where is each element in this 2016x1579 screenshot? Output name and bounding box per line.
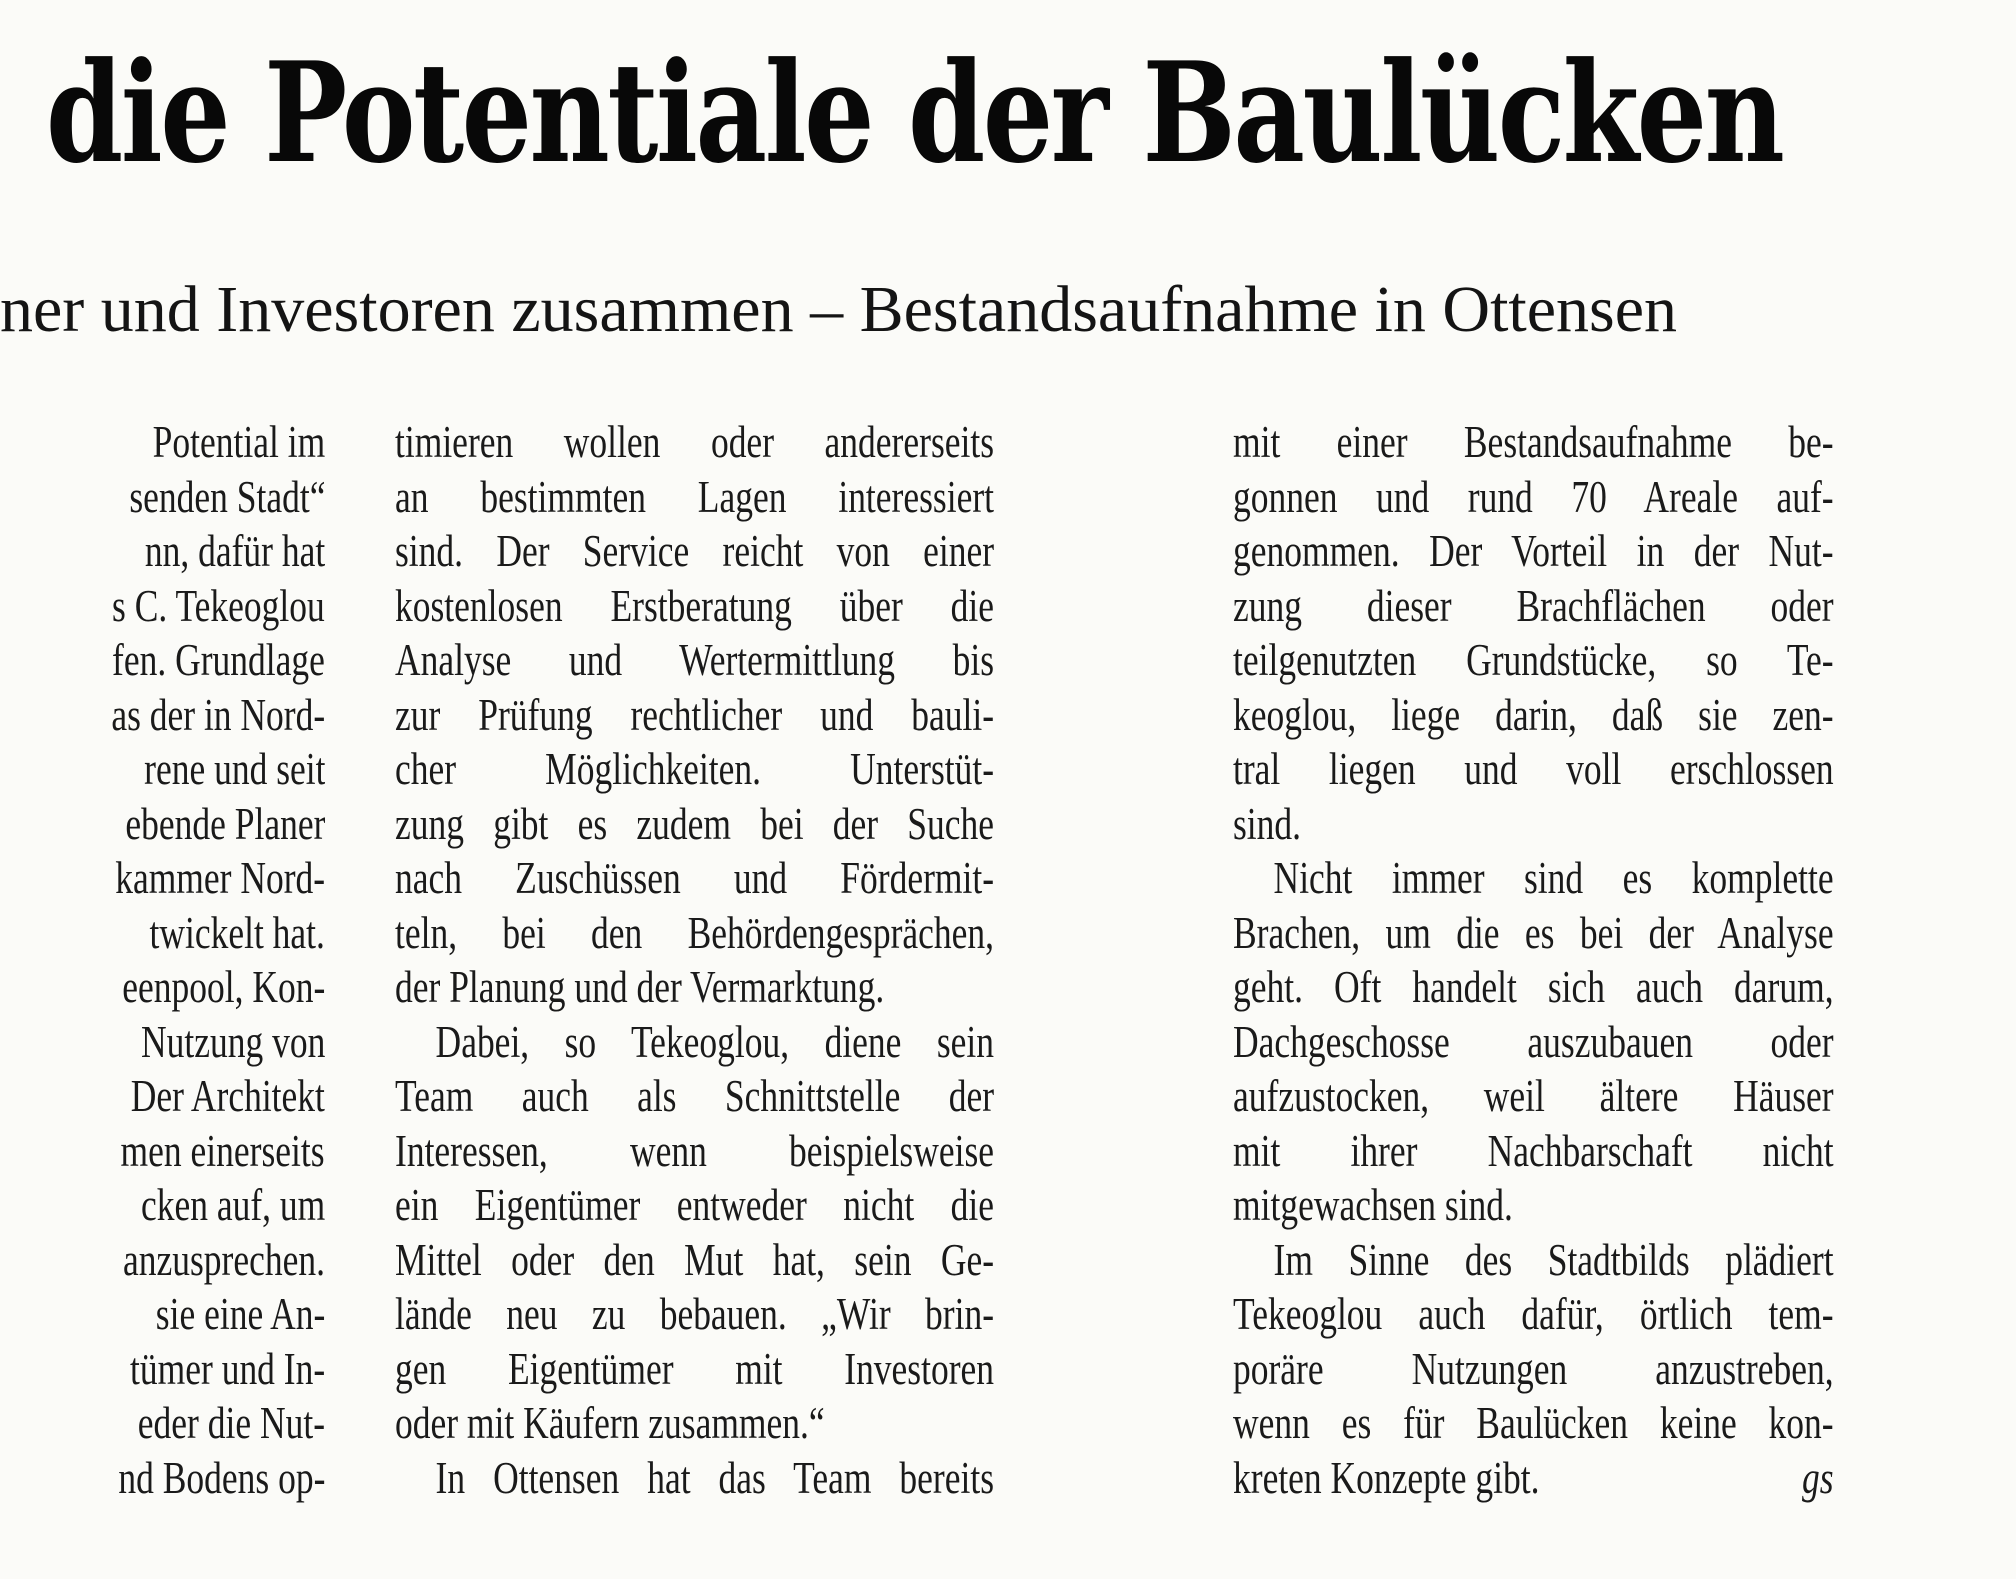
article-column-1 [0,415,325,1505]
text-line: fen. Grundlage [112,634,325,685]
text-line: nach Zuschüssen und Fördermit- [395,852,995,903]
text-line: Mittel oder den Mut hat, sein Ge- [395,1233,995,1285]
text-line: teln, bei den Behördengesprächen, [395,906,995,958]
text-line: mit einer Bestandsaufnahme be- [1233,416,1834,467]
text-line: In Ottensen hat das Team bereits [435,1451,995,1503]
text-line: zung dieser Brachflächen oder [1233,579,1834,631]
text-line: Brachen, um die es bei der Analyse [1233,906,1834,958]
text-line: sind. Der Service reicht von einer [395,525,995,576]
subheadline: ner und Investoren zusammen – Bestandsaufnahme in Ottensen [0,273,1678,346]
text-line: ein Eigentümer entweder nicht die [395,1179,995,1230]
text-line: men einerseits [120,1124,325,1176]
text-line: Potential im [152,416,325,467]
text-line: s C. Tekeoglou [112,579,325,631]
text-line: cher Möglichkeiten. Unterstüt- [395,743,995,794]
text-line: as der in Nord- [111,688,325,740]
text-line: twickelt hat. [149,906,325,958]
text-line: oder mit Käufern zusammen.“ [395,1397,825,1448]
text-line: sie eine An- [155,1288,325,1339]
text-line: nn, dafür hat [144,525,325,576]
text-line: aufzustocken, weil ältere Häuser [1233,1070,1834,1121]
text-line: Analyse und Wertermittlung bis [395,634,995,685]
text-line: Tekeoglou auch dafür, örtlich tem- [1233,1288,1834,1339]
text-line: genommen. Der Vorteil in der Nut- [1233,525,1834,576]
text-line: eder die Nut- [137,1397,325,1448]
text-line: Im Sinne des Stadtbilds plädiert [1273,1233,1834,1285]
text-line: teilgenutzten Grundstücke, so Te- [1233,634,1834,685]
text-line: cken auf, um [140,1179,325,1230]
text-line: lände neu zu bebauen. „Wir brin- [395,1288,995,1339]
text-line: tümer und In- [129,1342,325,1394]
text-line: mitgewachsen sind. [1233,1179,1513,1230]
text-line: gen Eigentümer mit Investoren [395,1342,995,1394]
text-line: nd Bodens op- [117,1451,325,1503]
text-line: Nicht immer sind es komplette [1273,852,1834,903]
closing-line [1233,1451,1834,1506]
text-line: zung gibt es zudem bei der Suche [395,797,995,849]
author-initials: gs [1802,1451,1834,1503]
text-line: Interessen, wenn beispielsweise [395,1124,995,1176]
text-line: zur Prüfung rechtlicher und bauli- [395,688,995,740]
text-line: gonnen und rund 70 Areale auf- [1233,470,1834,522]
text-line: Der Architekt [130,1070,325,1121]
text-line: Team auch als Schnittstelle der [395,1070,995,1121]
article-column-2 [395,415,994,1505]
text-line: kostenlosen Erstberatung über die [395,579,995,631]
text-line: geht. Oft handelt sich auch darum, [1233,961,1834,1012]
text-line: ebende Planer [124,797,325,849]
text-line: anzusprechen. [123,1233,325,1285]
text-line: kammer Nord- [115,852,325,903]
text-line: Nutzung von [140,1015,325,1067]
text-line: mit ihrer Nachbarschaft nicht [1233,1124,1834,1176]
text-line: Dabei, so Tekeoglou, diene sein [435,1015,995,1067]
text-line: der Planung und der Vermarktung. [395,961,885,1012]
text-line: timieren wollen oder andererseits [395,416,995,467]
text-line: sind. [1233,797,1302,849]
headline: die Potentiale der Baulücken [46,31,1783,194]
text-line: senden Stadt“ [128,470,325,522]
text-line: tral liegen und voll erschlossen [1233,743,1834,794]
text-line: keoglou, liege darin, daß sie zen- [1233,688,1834,740]
text-line: wenn es für Baulücken keine kon- [1233,1397,1834,1448]
text-line: eenpool, Kon- [121,961,325,1012]
text-line: kreten Konzepte gibt. [1233,1451,1540,1503]
article-column-3 [1233,415,1834,1505]
text-line: an bestimmten Lagen interessiert [395,470,995,522]
text-line: rene und seit [143,743,325,794]
text-line: Dachgeschosse auszubauen oder [1233,1015,1834,1067]
text-line: poräre Nutzungen anzustreben, [1233,1342,1834,1394]
